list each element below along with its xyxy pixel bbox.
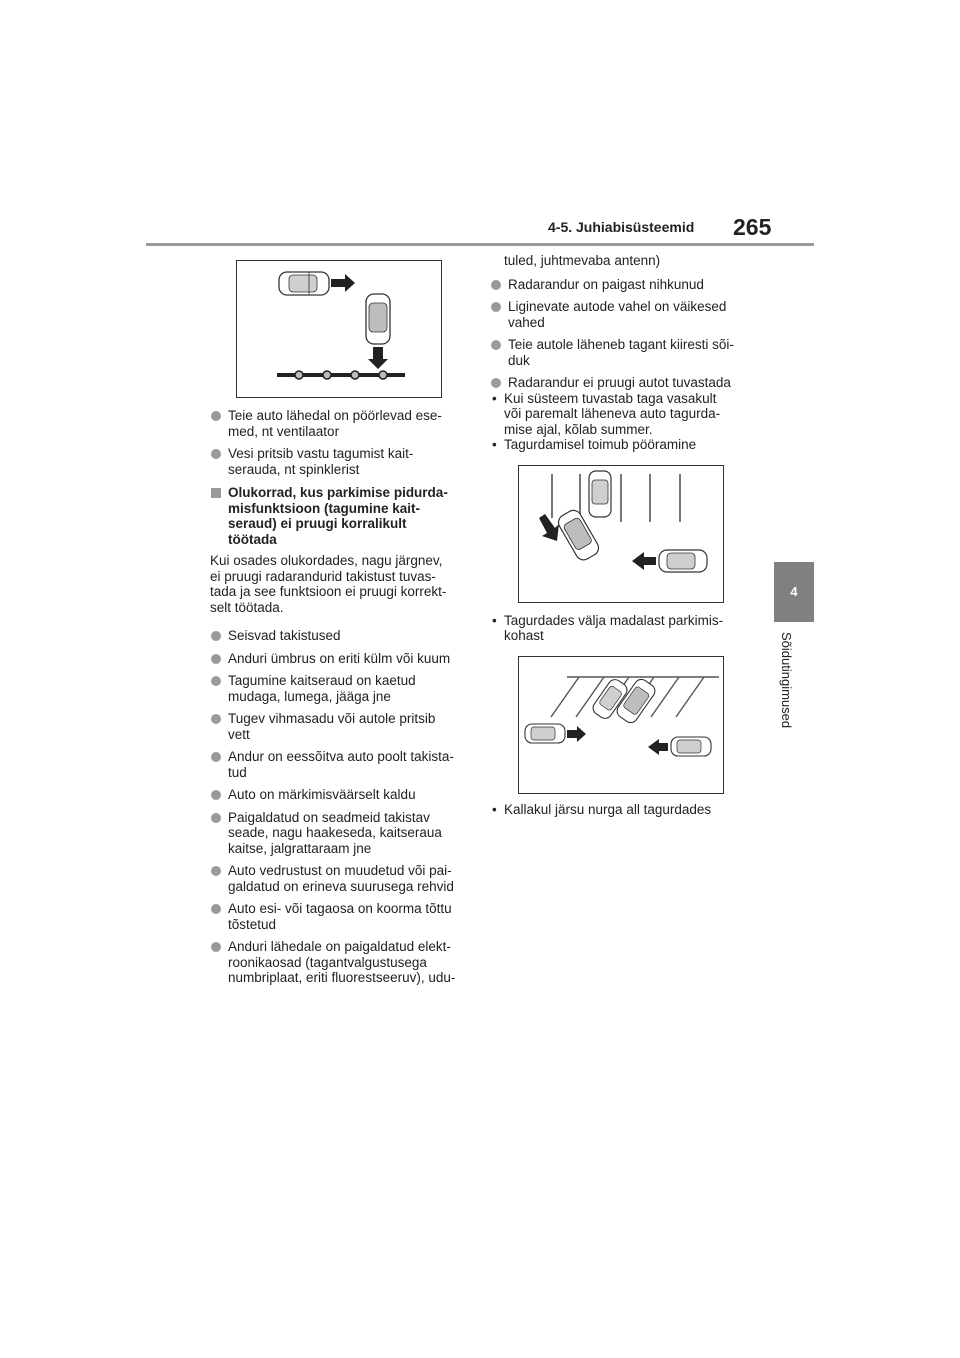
list-item-line: Radarandur ei pruugi autot tuvastada	[508, 375, 731, 390]
list-item-line: serauda, nt spinklerist	[228, 461, 360, 477]
list-item-line: Teie autole läheneb tagant kiiresti sõi-	[508, 337, 734, 352]
list-item-line: med, nt ventilaator	[228, 423, 340, 439]
figure-angled-parking-drawing	[519, 657, 723, 793]
paragraph-line: Kui osades olukordades, nagu järgnev,	[210, 553, 443, 568]
list-item-line: galdatud on erineva suurusega rehvid	[228, 878, 454, 894]
figure-angled-parking	[518, 656, 724, 794]
header-rule	[146, 243, 814, 246]
bullet-icon	[491, 280, 501, 290]
list-item-line: Seisvad takistused	[228, 628, 341, 643]
sub-list	[490, 391, 752, 453]
sub-item-line: Kallakul järsu nurga all tagurdades	[504, 801, 712, 817]
sub-item-marker: •	[492, 612, 497, 628]
sub-item	[490, 437, 752, 453]
list-item-line: Andur on eessõitva auto poolt takista-	[228, 749, 454, 764]
list-item	[210, 446, 468, 477]
bullet-icon	[211, 676, 221, 686]
list-item-line: Anduri ümbrus on eriti külm või kuum	[228, 650, 451, 666]
sub-item-line: Kui süsteem tuvastab taga vasakult	[504, 390, 717, 406]
page-header	[0, 0, 960, 250]
bullet-icon	[211, 411, 221, 421]
list-item-line: Anduri lähedale on paigaldatud elekt-	[228, 939, 451, 954]
left-bullets-top	[210, 408, 468, 477]
list-item-line: vett	[228, 726, 250, 742]
bullet-icon	[211, 866, 221, 876]
list-item-line: Auto vedrustust on muudetud või pai-	[228, 863, 452, 878]
bullet-icon	[211, 942, 221, 952]
chapter-label	[778, 632, 808, 756]
heading-line: Olukorrad, kus parkimise pidurda-	[228, 485, 448, 500]
list-item	[210, 711, 468, 742]
paragraph-line: ei pruugi radarandurid takistust tuvas-	[210, 568, 436, 584]
right-bullets	[490, 277, 752, 391]
chapter-tab	[774, 562, 814, 622]
list-item-line: tud	[228, 764, 247, 780]
right-column	[490, 253, 752, 817]
list-item-line: numbriplaat, eriti fluorestseeruv), udu-	[228, 970, 456, 985]
figure-turning-reverse	[518, 465, 724, 603]
bullet-icon	[491, 302, 501, 312]
sub-item	[490, 391, 752, 438]
heading-square-icon	[211, 488, 221, 498]
continuation-text: tuled, juhtmevaba antenn)	[504, 253, 661, 268]
heading-line: töötada	[228, 531, 277, 547]
list-item-line: Auto esi- või tagaosa on koorma tõttu	[228, 901, 452, 916]
chapter-label-text: Sõidutingimused	[779, 632, 794, 729]
figure-turning-reverse-drawing	[519, 466, 723, 602]
bullet-icon	[211, 752, 221, 762]
figure-rotating-objects	[236, 260, 442, 398]
section-title: 4-5. Juhiabisüsteemid	[548, 219, 695, 235]
list-item-line: Paigaldatud on seadmeid takistav	[228, 809, 430, 825]
bullet-icon	[211, 449, 221, 459]
intro-paragraph	[210, 553, 468, 615]
list-item-line: Radarandur on paigast nihkunud	[508, 276, 704, 292]
list-item	[210, 810, 468, 857]
list-item-line: Auto on märkimisväärselt kaldu	[228, 787, 416, 802]
list-item	[210, 863, 468, 894]
bullet-icon	[211, 714, 221, 724]
left-column	[210, 260, 468, 993]
list-item	[210, 939, 468, 986]
heading-line: misfunktsioon (tagumine kait-	[228, 500, 421, 516]
bullet-icon	[211, 654, 221, 664]
sub-item-marker: •	[492, 437, 497, 452]
list-item	[210, 408, 468, 439]
bullet-icon	[211, 904, 221, 914]
chapter-number: 4	[790, 584, 798, 599]
list-item-line: seade, nagu haakeseda, kaitseraua	[228, 825, 442, 840]
list-item-line: roonikaosad (tagantvalgustusega	[228, 954, 427, 970]
list-item-line: tõstetud	[228, 916, 277, 932]
list-item-line: kaitse, jalgrattaraam jne	[228, 840, 372, 856]
sub-item-line: või paremalt läheneva auto tagurda-	[504, 406, 721, 421]
list-item-line: mudaga, lumega, jääga jne	[228, 688, 391, 704]
sub-item-line: mise ajal, kõlab summer.	[504, 421, 653, 437]
list-item-line: Vesi pritsib vastu tagumist kait-	[228, 446, 414, 461]
list-item	[210, 749, 468, 780]
bullet-icon	[211, 813, 221, 823]
list-item	[490, 277, 752, 293]
list-item	[210, 673, 468, 704]
list-item	[210, 787, 468, 803]
section-heading	[210, 485, 468, 547]
bullet-icon	[491, 340, 501, 350]
page-number: 265	[733, 214, 772, 240]
list-item-line: Liginevate autode vahel on väikesed	[508, 299, 727, 314]
left-bullets	[210, 628, 468, 986]
heading-line: seraud) ei pruugi korralikult	[228, 516, 407, 531]
figure-rotating-objects-drawing	[237, 261, 441, 397]
sub-item-marker: •	[492, 390, 497, 406]
list-item	[210, 628, 468, 644]
list-item	[210, 651, 468, 667]
list-item	[490, 337, 752, 368]
paragraph-line: tada ja see funktsioon ei pruugi korrekt-	[210, 584, 447, 599]
sub-item-line: kohast	[504, 628, 544, 643]
list-item-line: duk	[508, 352, 530, 368]
sub-item-line: Tagurdamisel toimub pööramine	[504, 437, 697, 452]
list-item	[490, 375, 752, 391]
sub-item-line: Tagurdades välja madalast parkimis-	[504, 612, 724, 628]
sub-item	[490, 802, 752, 818]
bullet-icon	[211, 631, 221, 641]
list-item-line: Tagumine kaitseraud on kaetud	[228, 673, 416, 688]
list-item-line: Tugev vihmasadu või autole pritsib	[228, 711, 436, 726]
list-item-line: Teie auto lähedal on pöörlevad ese-	[228, 408, 442, 423]
sub-item-marker: •	[492, 801, 497, 817]
list-item	[490, 299, 752, 330]
list-item	[210, 901, 468, 932]
paragraph-line: selt töötada.	[210, 599, 284, 615]
list-item-line: vahed	[508, 314, 545, 330]
sub-item	[490, 613, 752, 644]
bullet-icon	[211, 790, 221, 800]
bullet-icon	[491, 378, 501, 388]
